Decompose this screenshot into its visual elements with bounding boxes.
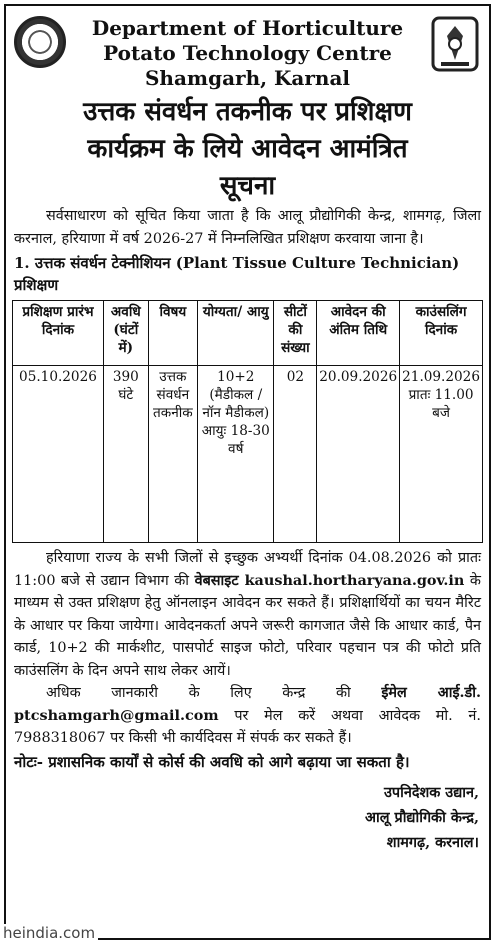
table-cell-last-date: 20.09.2026 (317, 366, 400, 543)
header-line-department: Department of Horticulture (91, 16, 404, 40)
table-header-cell: आवेदन की अंतिम तिथि (317, 301, 400, 366)
watermark-text: heindia.com (0, 924, 98, 942)
training-table (12, 300, 483, 543)
website-link[interactable]: वेबसाइट kaushal.hortharyana.gov.in (194, 571, 465, 589)
table-header-cell: विषय (148, 301, 197, 366)
table-cell-counselling-date: 21.09.2026 प्रातः 11.00 बजे (400, 366, 483, 543)
table-row (13, 366, 483, 543)
table-header-row (13, 301, 483, 366)
contact-text-1: अधिक जानकारी के लिए केन्द्र की (46, 685, 382, 701)
table-cell-qualification: 10+2 (मैडीकल / नॉन मैडीकल) आयुः 18-30 वर्ष (198, 366, 274, 543)
application-text-1: हरियाणा राज्य के सभी जिलों से इच्छुक अभ्यर्थी दिनांक 04.08.2026 को प्रातः 11:00 बजे से उद्यान विभाग की (14, 550, 481, 589)
note-text: नोटः- प्रशासनिक कार्यों से कोर्स की अवधि को आगे बढ़ाया जा सकता है। (14, 752, 410, 771)
signature-line-2: आलू प्रौद्योगिकी केन्द्र, (365, 808, 479, 826)
header (6, 6, 489, 94)
title-line-3: सूचना (219, 171, 276, 201)
title-line-2: कार्यक्रम के लिये आवेदन आमंत्रित (87, 134, 408, 164)
table-header-cell: योग्यता/ आयु (198, 301, 274, 366)
contact-paragraph (6, 682, 489, 750)
table-header-cell: अवधि (घंटों में) (103, 301, 148, 366)
application-text-2: के माध्यम से उक्त प्रशिक्षण हेतु ऑनलाइन आवेदन कर सकते हैं। प्रशिक्षार्थियों का चयन मैरिट के आधार पर किया जायेगा। आवेदनकर्ता अपने जरूरी कागजात जैसे कि आधार कार्ड, पैन कार्ड, 10+2 की मार्कशीट, पासपोर्ट साइज फोटो, परिवार पहचान पत्र की फोटो प्रति काउंसलिंग के दिन अपने साथ लेकर आयें। (14, 572, 481, 679)
signature-block (6, 780, 489, 855)
table-cell-start-date: 05.10.2026 (13, 366, 104, 543)
table-cell-seats: 02 (274, 366, 317, 543)
title-line-1: उत्तक संवर्धन तकनीक पर प्रशिक्षण (83, 97, 412, 127)
table-cell-subject: उत्तक संवर्धन तकनीक (148, 366, 197, 543)
table-cell-duration: 390 घंटे (103, 366, 148, 543)
contact-text-2: पर मेल करें अथवा आवेदक मो. नं. 7988318067 पर किसी भी कार्यदिवस में संपर्क कर सकते हैं। (14, 707, 481, 746)
table-header-cell: काउंसलिंग दिनांक (400, 301, 483, 366)
email-link[interactable]: ईमेल आई.डी. ptcshamgarh@gmail.com (14, 684, 481, 724)
table-header-cell: प्रशिक्षण प्रारंभ दिनांक (13, 301, 104, 366)
notice-title (6, 94, 489, 205)
header-line-centre: Potato Technology Centre (103, 41, 392, 65)
section-title: 1. उत्तक संवर्धन टेक्नीशियन (Plant Tissue Culture Technician) प्रशिक्षण (14, 254, 460, 294)
intro-paragraph: सर्वसाधारण को सूचित किया जाता है कि आलू प्रौद्योगिकी केन्द्र, शामगढ़, जिला करनाल, हरियाणा में वर्ष 2026-27 में निम्नलिखित प्रशिक्षण करवाया जाना है। (14, 208, 481, 247)
department-logo-icon (14, 16, 66, 68)
application-paragraph (6, 547, 489, 682)
table-header-cell: सीटों की संख्या (274, 301, 317, 366)
haryana-emblem-icon (427, 14, 483, 74)
signature-line-3: शामगढ़, करनाल। (386, 833, 479, 851)
header-line-location: Shamgarh, Karnal (144, 66, 351, 90)
signature-line-1: उपनिदेशक उद्यान, (384, 783, 479, 801)
header-text (72, 16, 423, 91)
notice-frame (4, 4, 491, 940)
